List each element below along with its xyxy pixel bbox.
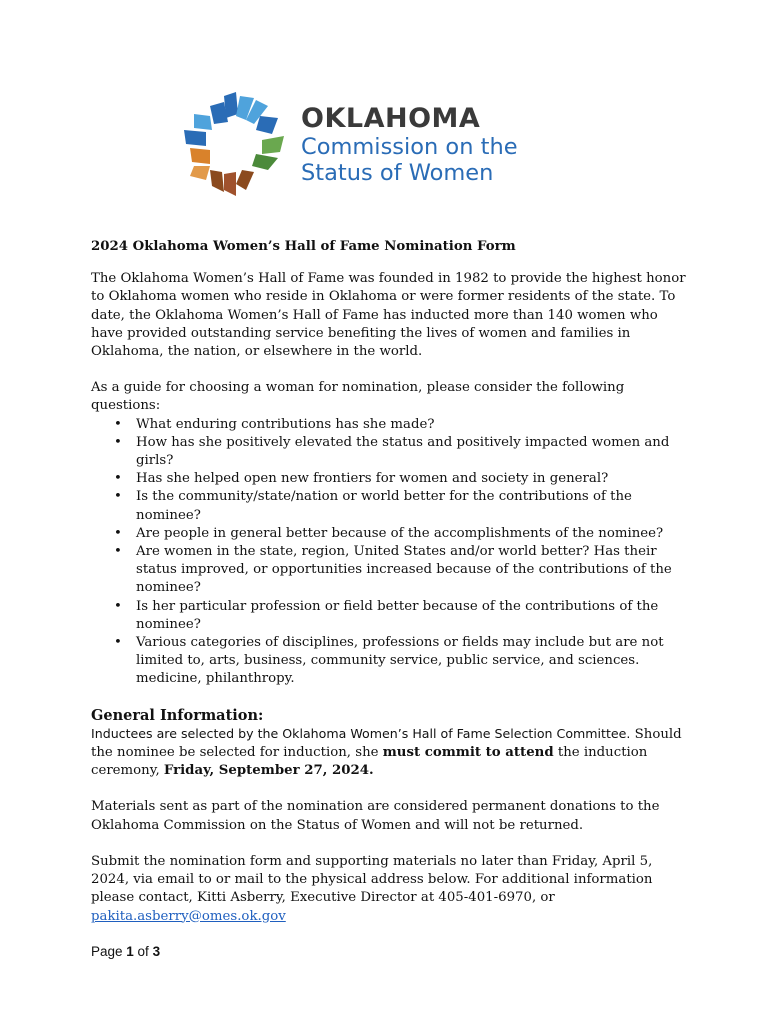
question-item — [114, 416, 691, 434]
question-text: Is the community/state/nation or world better for the contributions of the nominee? — [136, 489, 632, 523]
question-item — [114, 634, 691, 689]
bullet-icon: • — [114, 416, 122, 432]
submit-text: Submit the nomination form and supporting materials no later than Friday, April 5, 2024, via email to or mail to the physical address below. For additional information please contact, Kitti Asberry, Executive Director at 405-401-6970, or — [91, 853, 653, 906]
general-info-paragraph — [91, 725, 691, 781]
logo-subtitle-line1: Commission on the — [301, 134, 518, 160]
submit-paragraph — [91, 853, 691, 926]
bullet-icon: • — [114, 471, 122, 487]
general-info-part1: Inductees are selected by the Oklahoma Women’s Hall of Fame Selection Committee. — [91, 725, 631, 741]
question-text: Has she helped open new frontiers for women and society in general? — [136, 471, 609, 487]
total-pages: 3 — [152, 944, 161, 959]
question-item — [114, 470, 691, 488]
guide-intro: As a guide for choosing a woman for nomination, please consider the following questions: — [91, 380, 625, 414]
logo-subtitle-line2: Status of Women — [301, 160, 494, 186]
page-word: Page — [91, 944, 127, 959]
question-item — [114, 525, 691, 543]
general-info-bold1: must commit to attend — [382, 745, 554, 761]
question-text: What enduring contributions has she made? — [136, 416, 435, 432]
form-title: 2024 Oklahoma Women’s Hall of Fame Nomination Form — [91, 239, 516, 254]
question-item — [114, 488, 691, 524]
bullet-icon: • — [114, 598, 122, 614]
general-info-date: Friday, September 27, 2024. — [163, 763, 374, 779]
question-text: Various categories of disciplines, professions or fields may include but are not limited to, arts, business, community service, public service, and sciences. medicine, philanthropy. — [136, 635, 664, 687]
logo-title: OKLAHOMA — [301, 103, 481, 134]
bullet-icon: • — [114, 544, 122, 560]
bullet-icon: • — [114, 525, 122, 541]
email-link[interactable]: pakita.asberry@omes.ok.gov — [91, 908, 286, 924]
materials-paragraph: Materials sent as part of the nomination are considered permanent donations to the Oklahoma Commission on the Status of Women and will not be returned. — [91, 799, 660, 833]
questions-list — [91, 416, 691, 689]
question-item — [114, 543, 691, 598]
general-info-heading: General Information: — [91, 706, 264, 724]
bullet-icon: • — [114, 434, 122, 450]
of-word: of — [133, 944, 153, 959]
bullet-icon: • — [114, 635, 122, 651]
star-logo-icon — [180, 92, 292, 198]
question-item — [114, 434, 691, 470]
question-item — [114, 598, 691, 634]
document-body — [91, 238, 691, 926]
logo-text — [301, 104, 518, 186]
question-text: How has she positively elevated the status and positively impacted women and girls? — [136, 434, 670, 469]
intro-paragraph: The Oklahoma Women’s Hall of Fame was founded in 1982 to provide the highest honor to Oklahoma women who reside in Oklahoma or were former residents of the state. To date, the Oklahoma Women’s Hall of Fame has inducted more than 140 women who have provided outstanding service benefiting the lives of women and families in Oklahoma, the nation, or elsewhere in the world. — [91, 271, 686, 360]
commission-logo — [180, 92, 560, 202]
question-text: Is her particular profession or field better because of the contributions of the nominee? — [136, 598, 659, 632]
general-info-part2: Should the nominee be selected for induction, she — [91, 726, 682, 761]
page-number — [91, 944, 160, 959]
question-text: Are people in general better because of the accomplishments of the nominee? — [136, 525, 664, 541]
question-text: Are women in the state, region, United States and/or world better? Has their status improved, or opportunities increased because of the contributions of the nominee? — [136, 544, 672, 596]
current-page: 1 — [126, 944, 134, 959]
general-info-part3: the induction ceremony, — [91, 745, 648, 779]
bullet-icon: • — [114, 489, 122, 505]
